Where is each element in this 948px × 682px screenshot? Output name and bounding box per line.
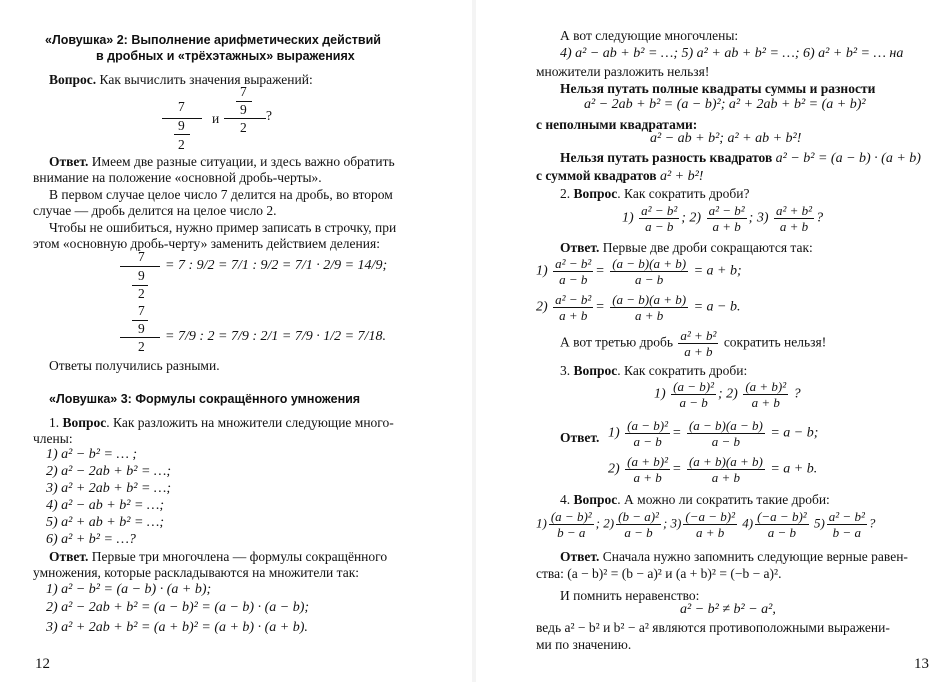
a4-line1 xyxy=(560,549,908,565)
list-item-5: 5) a² + ab + b² = …; xyxy=(46,515,165,530)
a3-eq2-den2: a + b xyxy=(687,469,765,485)
a3-eq2-den1: a + b xyxy=(625,469,670,485)
answer-text1: Имеем две разные ситуации, и здесь важно обратить xyxy=(91,154,395,169)
q4-item5-sep: ? xyxy=(868,515,876,531)
answer-label: Ответ. xyxy=(49,154,89,169)
answer2-text: Первые три многочлена — формулы сокращённого xyxy=(88,549,388,564)
q4-item3-frac xyxy=(683,509,737,540)
calc1-main-bar xyxy=(120,266,160,267)
answer-line2: внимание на положение «основной дробь-черты». xyxy=(33,170,322,185)
list-item-6: 6) a² + b² = …? xyxy=(46,532,136,547)
q4-item2-den: a − b xyxy=(616,524,661,540)
q2-line xyxy=(560,186,750,202)
r-line4: Нельзя путать полные квадраты суммы и разности xyxy=(560,81,876,96)
a2-eq1-num1: a² − b² xyxy=(555,256,592,271)
q3-label: Вопрос xyxy=(573,363,618,378)
a2-eq1-label: 1) xyxy=(536,263,548,279)
final-line2: ми по значению. xyxy=(536,637,632,652)
q2-f3-den: a + b xyxy=(774,218,814,234)
q3-fractions xyxy=(654,379,801,410)
a2-eq2-label: 2) xyxy=(536,299,548,315)
q2-number: 2. xyxy=(560,186,571,201)
calc2-main-bar xyxy=(120,337,160,338)
third-post: сократить нельзя! xyxy=(723,334,827,350)
third-pre: А вот третью дробь xyxy=(560,334,673,350)
a3-eq2: 2) $\frac{\text{(a + b)²}}{a + b}$ = $\frac{(a + b)(a + b)}{a + b}$ = a + b. xyxy=(608,454,818,485)
q2-f3-label: ; 3) xyxy=(748,210,769,226)
a2-text: Первые две дроби сокращаются так: xyxy=(599,240,813,255)
heading-trap3: «Ловушка» 3: Формулы сокращённого умножения xyxy=(49,392,361,406)
r-line9-formula: a² + b²! xyxy=(659,169,704,184)
q4-text: . А можно ли сократить такие дроби: xyxy=(617,492,830,507)
third-fraction xyxy=(678,328,718,359)
a4-label: Ответ. xyxy=(560,549,600,564)
answer-line1 xyxy=(49,154,395,170)
q2-f2-label: ; 2) xyxy=(681,210,702,226)
q4-item1-frac xyxy=(549,509,594,540)
q2-fraction-2 xyxy=(707,203,747,234)
list-item-2: 2) a² − 2ab + b² = …; xyxy=(46,464,172,479)
expr1-sub-bar xyxy=(174,134,190,135)
q2-f1-label: 1) xyxy=(622,210,634,226)
q2-fraction-1 xyxy=(639,203,679,234)
q4-item3-num: (−a − b)² xyxy=(685,509,735,524)
question-text: Как вычислить значения выражений: xyxy=(99,72,313,87)
formula-3: 3) a² + 2ab + b² = (a + b)² = (a + b) · (a + b). xyxy=(46,620,308,635)
q4-item2-num: (b − a)² xyxy=(618,509,659,524)
calc1-rhs: = 7 : 9/2 = 7/1 : 9/2 = 7/1 · 2/9 = 14/9; xyxy=(165,258,388,273)
a2-eq2: 2) $\frac{\text{a² − b²}}{a + b}$ = $\frac{(a - b)(a + b)}{a + b}$ = a − b. xyxy=(536,292,741,323)
a2-eq2-tail: = a − b. xyxy=(693,299,741,315)
a2-eq2-frac1 xyxy=(553,292,593,323)
a3-eq1-den1: a − b xyxy=(625,433,670,449)
q4-item5-num: a² − b² xyxy=(828,509,865,524)
q3-tail: ? xyxy=(793,386,801,402)
q1-line1 xyxy=(49,415,394,431)
third-num: a² + b² xyxy=(680,328,717,343)
expr2-mid: 9 xyxy=(240,102,247,117)
expr2-top: 7 xyxy=(240,84,247,99)
results-line: Ответы получились разными. xyxy=(49,358,220,373)
q2-f1-den: a − b xyxy=(639,218,679,234)
a4-line2: ства: (a − b)² = (b − a)² и (a + b)² = (−b − a)². xyxy=(536,566,782,581)
q4-item1-den: b − a xyxy=(549,524,594,540)
a3-eq1-frac1 xyxy=(625,418,670,449)
calc1-top: 7 xyxy=(138,249,145,264)
q3-f2-label: ; 2) xyxy=(718,386,738,402)
a3-label: Ответ. xyxy=(560,430,600,445)
a2-eq1-frac2 xyxy=(610,256,688,287)
q4-number: 4. xyxy=(560,492,571,507)
a2-eq2-den2: a + b xyxy=(610,307,688,323)
heading-trap2-line1: «Ловушка» 2: Выполнение арифметических действий xyxy=(45,33,381,47)
a2-eq2-num2: (a − b)(a + b) xyxy=(612,292,687,307)
r-line8 xyxy=(560,150,921,167)
a4-text1: Сначала нужно запомнить следующие верные равен- xyxy=(599,549,908,564)
q4-item3-den: a + b xyxy=(683,524,737,540)
q4-line xyxy=(560,492,830,508)
q3-number: 3. xyxy=(560,363,571,378)
q1-text: . Как разложить на множители следующие много- xyxy=(106,415,394,430)
a3-eq2-tail: = a + b. xyxy=(770,461,818,477)
paragraph3-line1: Чтобы не ошибиться, нужно пример записать в строчку, при xyxy=(49,220,397,235)
q3-f2-den: a + b xyxy=(743,394,788,410)
list-item-1: 1) a² − b² = … ; xyxy=(46,447,138,462)
r-line8-formula: a² − b² = (a − b) · (a + b) xyxy=(775,151,921,166)
expr1-mid: 9 xyxy=(178,118,185,133)
q1-label: Вопрос xyxy=(62,415,107,430)
a2-eq2-num1: a² − b² xyxy=(555,292,592,307)
calc1-mid: 9 xyxy=(138,268,145,283)
q4-item5-den: b − a xyxy=(827,524,867,540)
q3-fraction-1 xyxy=(671,379,716,410)
r-line1: А вот следующие многочлены: xyxy=(560,28,739,43)
third-fraction-line xyxy=(560,328,826,359)
page-number-left: 12 xyxy=(35,656,50,672)
a3-eq1-tail: = a − b; xyxy=(770,425,819,441)
q4-item2-label: 2) xyxy=(603,515,615,531)
a3-eq2-frac1 xyxy=(625,454,670,485)
q2-text: . Как сократить дроби? xyxy=(617,186,750,201)
q3-text: . Как сократить дроби: xyxy=(617,363,748,378)
expr1-bottom: 2 xyxy=(178,137,185,152)
expr1-top: 7 xyxy=(178,99,185,114)
a2-eq1-frac1 xyxy=(553,256,593,287)
answer2-label: Ответ. xyxy=(49,549,89,564)
right-page xyxy=(474,0,948,682)
q4-item4-num: (−a − b)² xyxy=(757,509,807,524)
q1-number: 1. xyxy=(49,415,60,430)
q3-line xyxy=(560,363,747,379)
q2-f2-den: a + b xyxy=(707,218,747,234)
q2-tail: ? xyxy=(816,210,824,226)
q3-f1-label: 1) xyxy=(654,386,666,402)
a3-eq1-label: 1) xyxy=(608,425,620,441)
q3-f1-num: (a − b)² xyxy=(673,379,714,394)
q2-fraction-3 xyxy=(774,203,814,234)
q2-f1-num: a² − b² xyxy=(641,203,678,218)
a2-eq1-den2: a − b xyxy=(610,271,688,287)
a2-eq1: 1) $\frac{\text{a² − b²}}{a - b}$ = $\frac{(a - b)(a + b)}{a - b}$ = a + b; xyxy=(536,256,742,287)
r-line9-label: с суммой квадратов xyxy=(536,168,657,183)
a2-eq2-den1: a + b xyxy=(553,307,593,323)
a3-eq1-den2: a − b xyxy=(687,433,765,449)
q4-item1-num: (a − b)² xyxy=(550,509,592,524)
calc2-bottom: 2 xyxy=(138,339,145,354)
q4-item5-frac xyxy=(827,509,867,540)
question-label: Вопрос. xyxy=(49,72,97,87)
calc1-bottom: 2 xyxy=(138,286,145,301)
a3-eq1-num1: (a − b)² xyxy=(627,418,668,433)
q4-item4-label: 4) xyxy=(742,515,754,531)
r-line3: множители разложить нельзя! xyxy=(536,64,710,79)
final-line1: ведь a² − b² и b² − a² являются противоположными выражени- xyxy=(536,620,890,635)
paragraph2-line2: случае — дробь делится на целое число 2. xyxy=(33,203,277,218)
a2-eq1-tail: = a + b; xyxy=(693,263,742,279)
expr2-bottom: 2 xyxy=(240,120,247,135)
r-line5: a² − 2ab + b² = (a − b)²; a² + 2ab + b² = (a + b)² xyxy=(584,97,866,112)
a3-eq2-num2: (a + b)(a + b) xyxy=(688,454,763,469)
a2-eq2-frac2 xyxy=(610,292,688,323)
q4-item2-frac xyxy=(616,509,661,540)
calc2-mid: 9 xyxy=(138,321,145,336)
paragraph2-line1: В первом случае целое число 7 делится на дробь, во втором xyxy=(49,187,393,202)
q4-item1-label: 1) xyxy=(536,515,547,531)
a3-eq1-frac2 xyxy=(687,418,765,449)
q2-f3-num: a² + b² xyxy=(775,203,813,218)
r-line8-label: Нельзя путать разность квадратов xyxy=(560,150,773,165)
q4-fractions xyxy=(536,509,875,540)
q4-item3-label: 3) xyxy=(670,515,682,531)
a2-line xyxy=(560,240,813,256)
q4-item4-den: a − b xyxy=(755,524,809,540)
calc2-rhs: = 7/9 : 2 = 7/9 : 2/1 = 7/9 · 1/2 = 7/18. xyxy=(165,329,386,344)
question-line xyxy=(49,72,313,88)
answer2-line1 xyxy=(49,549,387,565)
q3-f1-den: a − b xyxy=(671,394,716,410)
formula-1: 1) a² − b² = (a − b) · (a + b); xyxy=(46,582,212,597)
expr2-main-bar xyxy=(224,118,266,119)
r-line7: a² − ab + b²; a² + ab + b²! xyxy=(650,131,802,146)
r-line2: 4) a² − ab + b² = …; 5) a² + ab + b² = …; 6) a² + b² = … на xyxy=(560,46,904,61)
a3-eq2-frac2 xyxy=(687,454,765,485)
third-den: a + b xyxy=(678,343,718,359)
q3-fraction-2 xyxy=(743,379,788,410)
q1-line2: члены: xyxy=(33,431,73,446)
list-item-4: 4) a² − ab + b² = …; xyxy=(46,498,165,513)
remember-line: И помнить неравенство: xyxy=(560,588,700,603)
expr2-question: ? xyxy=(266,108,272,123)
q4-item1-sep: ; xyxy=(595,515,601,531)
formula-2: 2) a² − 2ab + b² = (a − b)² = (a − b) · (a − b); xyxy=(46,600,310,615)
list-item-3: 3) a² + 2ab + b² = …; xyxy=(46,481,172,496)
a3-eq1-num2: (a − b)(a − b) xyxy=(688,418,763,433)
q4-item2-sep: ; xyxy=(662,515,668,531)
answer2-line2: умножения, которые раскладываются на множители так: xyxy=(33,565,360,580)
q2-fractions xyxy=(622,203,823,234)
a2-label: Ответ. xyxy=(560,240,600,255)
r-line6: с неполными квадратами: xyxy=(536,117,698,132)
q4-item4-frac xyxy=(755,509,809,540)
a2-eq1-den1: a − b xyxy=(553,271,593,287)
inequality: a² − b² ≠ b² − a², xyxy=(680,602,776,617)
a3-eq2-num1: (a + b)² xyxy=(627,454,668,469)
q2-label: Вопрос xyxy=(573,186,618,201)
q4-item5-label: 5) xyxy=(813,515,825,531)
q3-f2-num: (a + b)² xyxy=(745,379,787,394)
page-number-right: 13 xyxy=(914,656,929,672)
q4-label: Вопрос xyxy=(573,492,618,507)
calc2-top: 7 xyxy=(138,303,145,318)
q2-f2-num: a² − b² xyxy=(708,203,745,218)
expr-and: и xyxy=(212,111,220,126)
paragraph3-line2: этом «основную дробь-черту» заменить действием деления: xyxy=(33,236,380,251)
a3-eq1: 1) $\frac{\text{(a − b)²}}{a - b}$ = $\frac{(a - b)(a - b)}{a - b}$ = a − b; xyxy=(608,418,819,449)
a3-eq2-label: 2) xyxy=(608,461,620,477)
r-line9 xyxy=(536,168,703,185)
heading-trap2-line2: в дробных и «трёхэтажных» выражениях xyxy=(96,49,355,63)
a2-eq1-num2: (a − b)(a + b) xyxy=(612,256,687,271)
